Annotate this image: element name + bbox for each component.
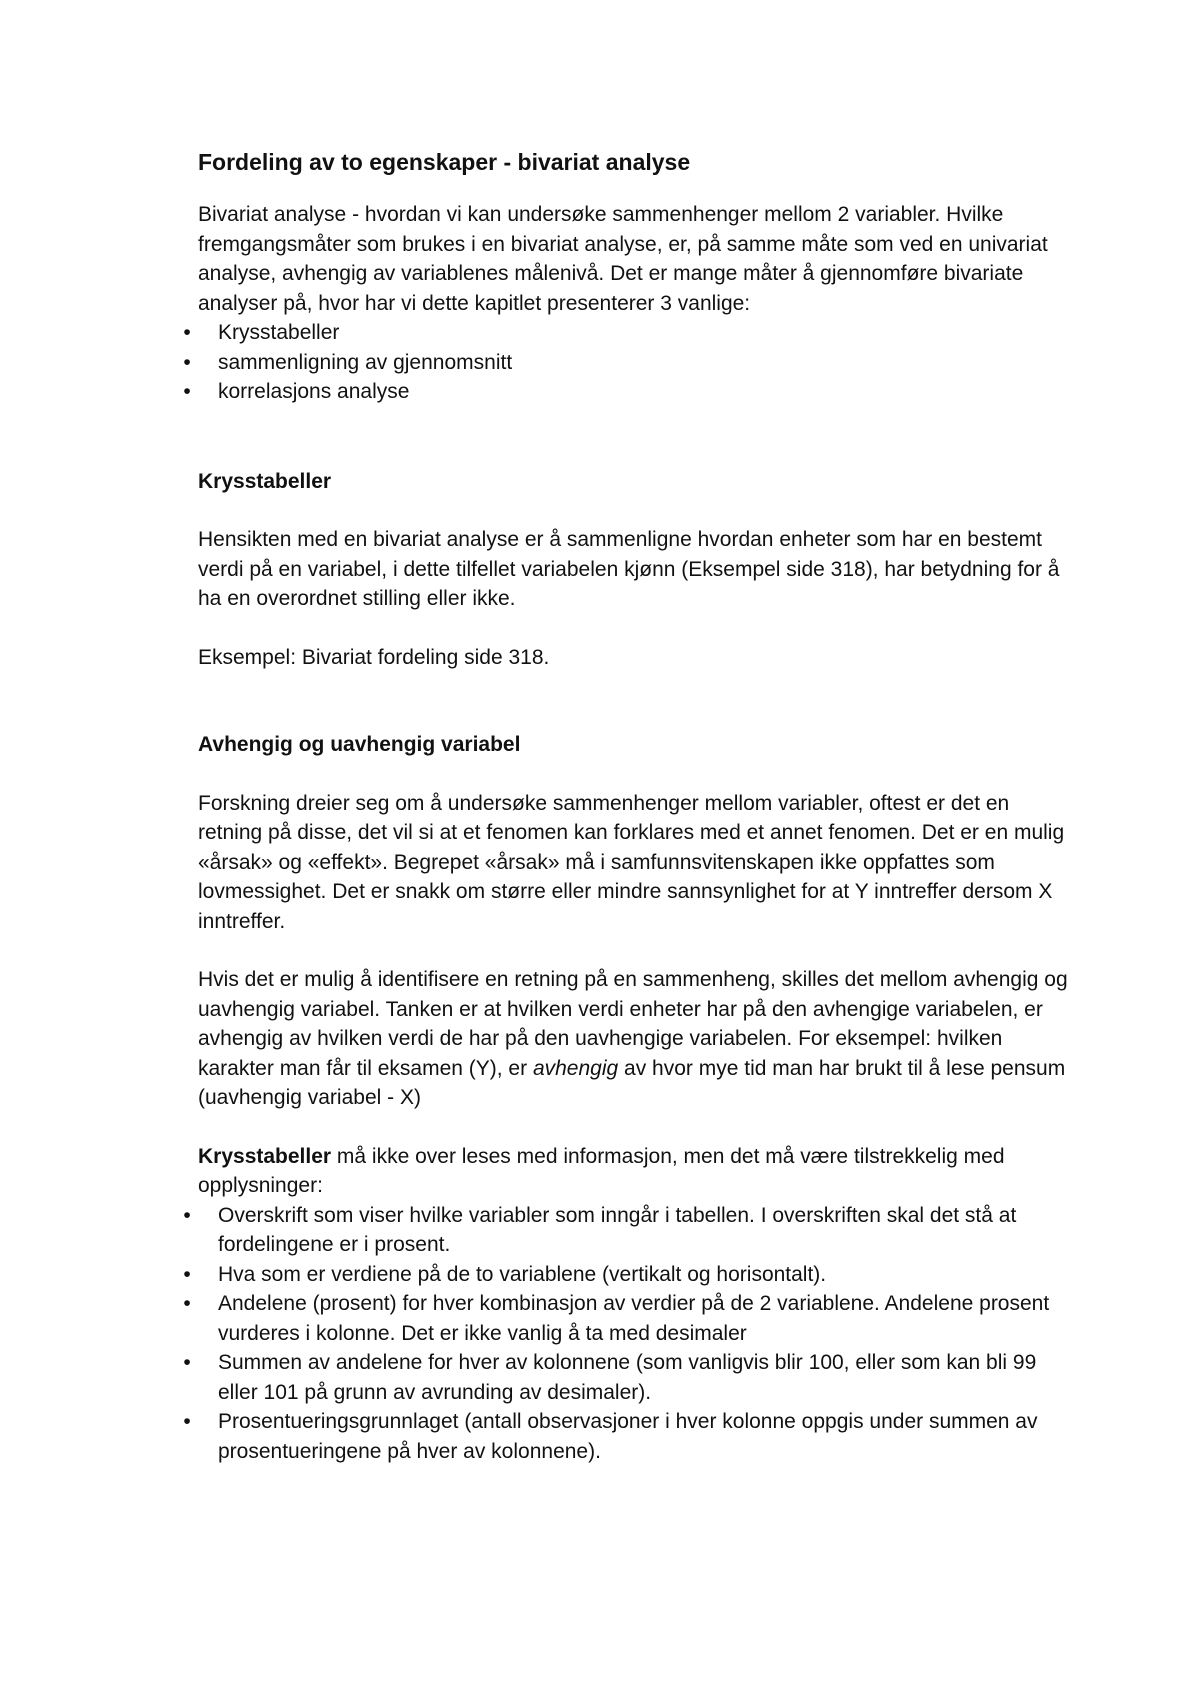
bullet-icon: •: [183, 350, 191, 374]
section-heading-krysstabeller: Krysstabeller: [198, 469, 332, 493]
intro-list: [183, 318, 1078, 407]
list-item: • Andelene (prosent) for hver kombinasjon av verdier på de 2 variablene. Andelene prosent vurderes i kolonne. Det er ikke vanlig å ta med desimaler: [198, 1289, 1078, 1348]
intro-paragraph: Bivariat analyse - hvordan vi kan undersøke sammenhenger mellom 2 variabler. Hvilke fremgangsmåter som brukes i en bivariat analyse, er, på samme måte som ved en univariat analyse, avhengig av variablenes målenivå. Det er mange måter å gjennomføre bivariate analyser på, hvor har vi dette kapitlet presenterer 3 vanlige:: [198, 203, 1048, 315]
avhengig-paragraph-1: Forskning dreier seg om å undersøke sammenhenger mellom variabler, oftest er det en retning på disse, det vil si at et fenomen kan forklares med et annet fenomen. Det er en mulig «årsak» og «effekt». Begrepet «årsak» må i samfunnsvitenskapen ikke oppfattes som lovmessighet. Det er snakk om større eller mindre sannsynlighet for at Y inntreffer dersom X inntreffer.: [198, 791, 1065, 933]
bullet-icon: •: [183, 1351, 191, 1374]
bullet-icon: •: [183, 1262, 191, 1286]
requirements-list: [183, 1201, 1078, 1467]
list-item: • Hva som er verdiene på de to variablene (vertikalt og horisontalt).: [198, 1260, 1078, 1290]
italic-term: avhengig: [532, 1056, 619, 1080]
bullet-icon: •: [183, 380, 191, 403]
bullet-icon: •: [183, 1203, 191, 1227]
list-item: • korrelasjons analyse: [198, 377, 1078, 407]
bullet-icon: •: [183, 1410, 191, 1433]
list-item: • Krysstabeller: [198, 318, 1078, 348]
bold-term: Krysstabeller: [198, 1144, 332, 1168]
page-title: Fordeling av to egenskaper - bivariat analyse: [198, 149, 691, 175]
bullet-icon: •: [183, 1292, 191, 1315]
list-item: • Overskrift som viser hvilke variabler som inngår i tabellen. I overskriften skal det stå at fordelingene er i prosent.: [198, 1201, 1078, 1260]
krysstabeller-requirements-intro: Krysstabeller må ikke over leses med informasjon, men det må være tilstrekkelig med opplysninger:: [198, 1144, 1005, 1197]
avhengig-paragraph-2: Hvis det er mulig å identifisere en retning på en sammenheng, skilles det mellom avhengig og uavhengig variabel. Tanken er at hvilken verdi enheter har på den avhengige variabelen, er avhengig av hvilken verdi de har på den uavhengige variabelen. For eksempel: hvilken karakter man får til eksamen (Y), er avhengig av hvor mye tid man har brukt til å lese pensum (uavhengig variabel - X): [198, 968, 1068, 1109]
list-item: • sammenligning av gjennomsnitt: [198, 348, 1078, 378]
section-heading-avhengig: Avhengig og uavhengig variabel: [198, 733, 521, 756]
bullet-icon: •: [183, 321, 191, 344]
list-item: • Prosentueringsgrunnlaget (antall observasjoner i hver kolonne oppgis under summen av prosentueringene på hver av kolonnene).: [198, 1407, 1078, 1466]
document-content: [183, 146, 1078, 1466]
list-item: • Summen av andelene for hver av kolonnene (som vanligvis blir 100, eller som kan bli 99 eller 101 på grunn av avrunding av desimaler).: [198, 1348, 1078, 1407]
krysstabeller-paragraph: Hensikten med en bivariat analyse er å sammenligne hvordan enheter som har en bestemt verdi på en variabel, i dette tilfellet variabelen kjønn (Eksempel side 318), har betydning for å ha en overordnet stilling eller ikke.: [198, 528, 1060, 610]
example-reference: Eksempel: Bivariat fordeling side 318.: [198, 645, 550, 669]
